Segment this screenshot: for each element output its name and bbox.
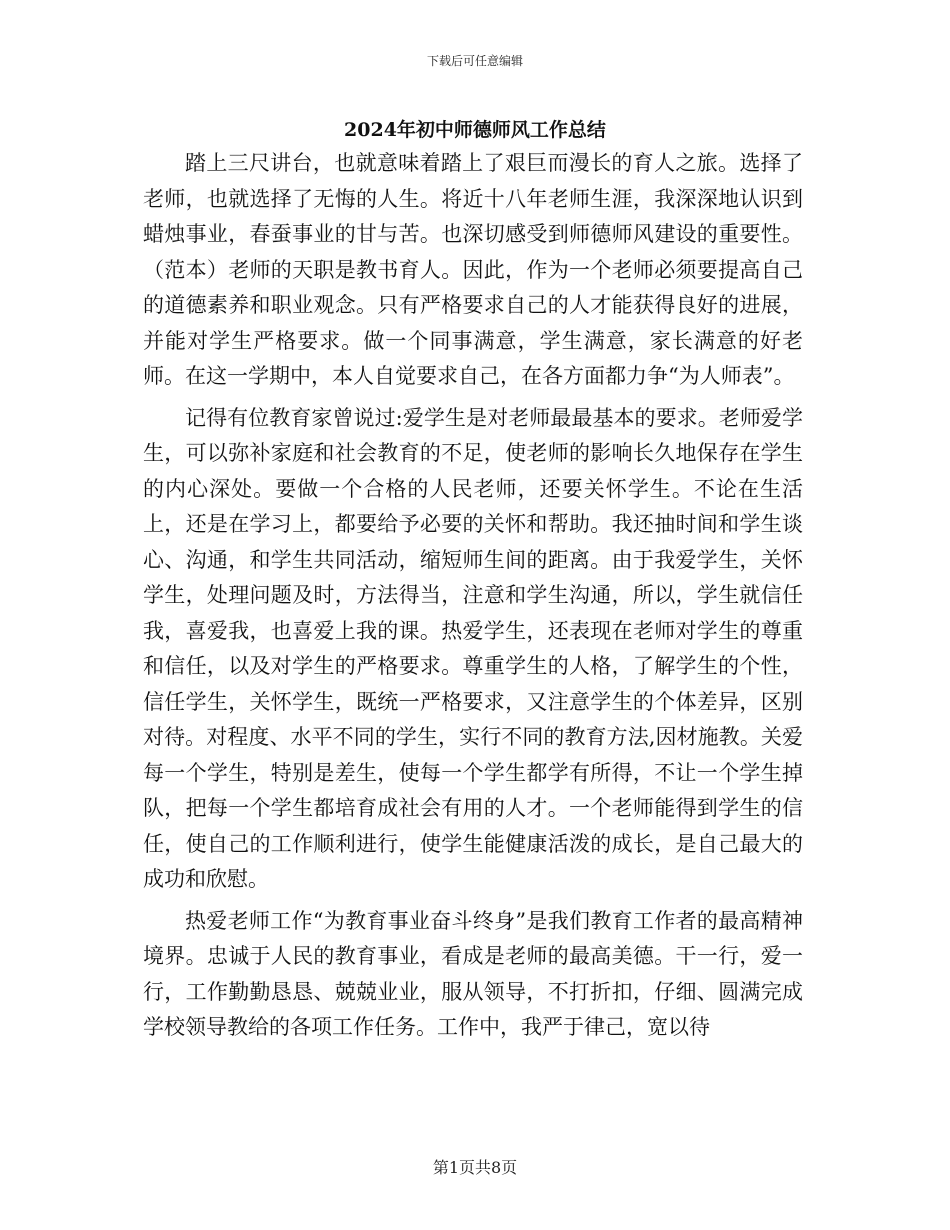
header-note: 下载后可任意编辑 [426,54,523,68]
page-footer: 第1页共8页 [432,1158,518,1177]
document-body [143,146,803,1052]
document-title: 2024年初中师德师风工作总结 [344,119,606,141]
paragraph-3: 热爱老师工作“为教育事业奋斗终身”是我们教育工作者的最高精神境界。忠诚于人民的教育事业，看成是老师的最高美德。干一行，爱一行，工作勤勤恳恳、兢兢业业，服从领导，不打折扣，仔细、圆满完成学校领导教给的各项工作任务。工作中，我严于律己，宽以待 [143,908,803,1039]
paragraph-1: 踏上三尺讲台，也就意味着踏上了艰巨而漫长的育人之旅。选择了老师，也就选择了无悔的人生。将近十八年老师生涯，我深深地认识到蜡烛事业，春蚕事业的甘与苦。也深切感受到师德师风建设的重要性。（范本）老师的天职是教书育人。因此，作为一个老师必须要提高自己的道德素养和职业观念。只有严格要求自己的人才能获得良好的进展，并能对学生严格要求。做一个同事满意，学生满意，家长满意的好老师。在这一学期中，本人自觉要求自己，在各方面都力争“为人师表”。 [143,151,803,388]
paragraph-2: 记得有位教育家曾说过:爱学生是对老师最最基本的要求。老师爱学生，可以弥补家庭和社会教育的不足，使老师的影响长久地保存在学生的内心深处。要做一个合格的人民老师，还要关怀学生。不论在生活上，还是在学习上，都要给予必要的关怀和帮助。我还抽时间和学生谈心、沟通，和学生共同活动，缩短师生间的距离。由于我爱学生，关怀学生，处理问题及时，方法得当，注意和学生沟通，所以，学生就信任我，喜爱我，也喜爱上我的课。热爱学生，还表现在老师对学生的尊重和信任，以及对学生的严格要求。尊重学生的人格，了解学生的个性，信任学生，关怀学生，既统一严格要求，又注意学生的个体差异，区别对待。对程度、水平不同的学生，实行不同的教育方法,因材施教。关爱每一个学生，特别是差生，使每一个学生都学有所得，不让一个学生掉队，把每一个学生都培育成社会有用的人才。一个老师能得到学生的信任，使自己的工作顺利进行，使学生能健康活泼的成长，是自己最大的成功和欣慰。 [143,405,803,891]
